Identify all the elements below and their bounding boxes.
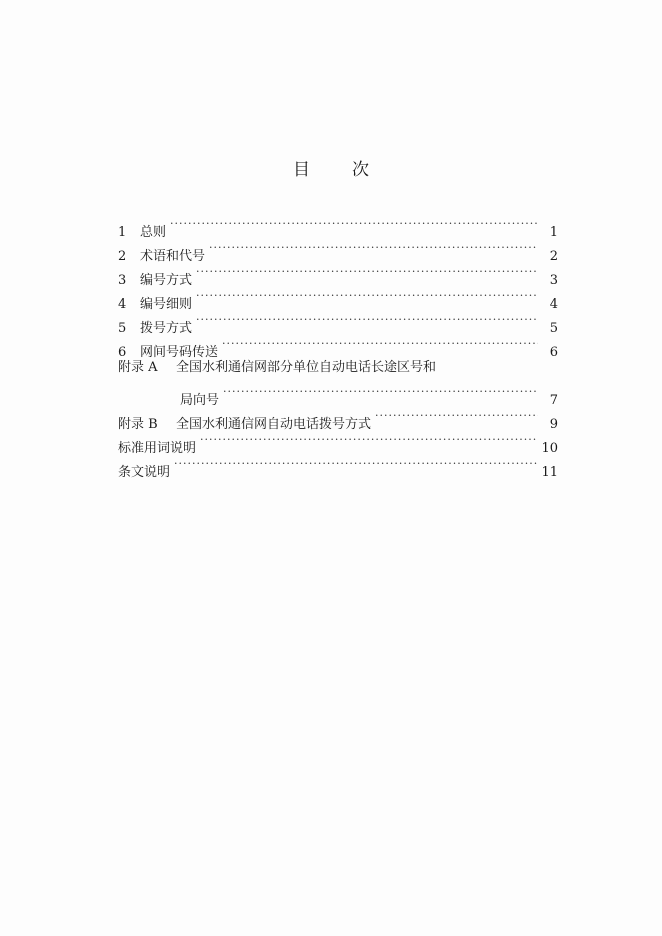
table-of-contents bbox=[118, 212, 558, 480]
appendix-prefix: 附录 B bbox=[118, 417, 158, 432]
toc-entry-page: 1 bbox=[549, 225, 558, 240]
toc-entry-page: 6 bbox=[549, 345, 558, 360]
toc-entry-label: 标准用词说明 bbox=[118, 441, 197, 456]
title-char-2: 次 bbox=[352, 160, 369, 180]
toc-entry-3[interactable] bbox=[118, 260, 558, 288]
toc-entry-label: 编号细则 bbox=[140, 297, 193, 312]
toc-entry-number: 1 bbox=[118, 225, 127, 240]
toc-explanation[interactable] bbox=[118, 452, 558, 480]
toc-entry-6[interactable] bbox=[118, 332, 558, 360]
dot-leader bbox=[196, 308, 538, 332]
toc-appendix-b[interactable] bbox=[118, 404, 558, 432]
toc-entry-1[interactable] bbox=[118, 212, 558, 240]
dot-leader bbox=[375, 404, 538, 428]
appendix-prefix: 附录 A bbox=[118, 360, 158, 375]
toc-entry-page: 11 bbox=[541, 465, 558, 480]
page-title bbox=[0, 155, 662, 180]
toc-entry-page: 2 bbox=[549, 249, 558, 264]
toc-entry-label: 条文说明 bbox=[118, 465, 171, 480]
toc-entry-label: 总则 bbox=[140, 225, 167, 240]
toc-entry-label: 术语和代号 bbox=[140, 249, 206, 264]
toc-entry-number: 4 bbox=[118, 297, 127, 312]
dot-leader bbox=[200, 428, 537, 452]
toc-entry-number: 5 bbox=[118, 321, 127, 336]
toc-appendix-a-line2[interactable] bbox=[118, 380, 558, 408]
toc-entry-page: 5 bbox=[549, 321, 558, 336]
toc-entry-label: 全国水利通信网自动电话拨号方式 bbox=[176, 417, 372, 432]
dot-leader bbox=[223, 380, 538, 404]
toc-entry-page: 4 bbox=[549, 297, 558, 312]
title-char-1: 目 bbox=[293, 160, 310, 180]
toc-entry-number: 2 bbox=[118, 249, 127, 264]
toc-entry-label: 网间号码传送 bbox=[140, 345, 219, 360]
toc-entry-label: 拨号方式 bbox=[140, 321, 193, 336]
dot-leader bbox=[170, 212, 538, 236]
toc-entry-page: 9 bbox=[549, 417, 558, 432]
toc-entry-page: 3 bbox=[549, 273, 558, 288]
toc-entry-number: 3 bbox=[118, 273, 127, 288]
dot-leader bbox=[222, 332, 538, 356]
toc-appendix-a-line1[interactable] bbox=[118, 356, 558, 380]
toc-entry-2[interactable] bbox=[118, 236, 558, 264]
dot-leader bbox=[196, 284, 538, 308]
toc-entry-5[interactable] bbox=[118, 308, 558, 336]
toc-entry-4[interactable] bbox=[118, 284, 558, 312]
dot-leader bbox=[174, 452, 537, 476]
toc-entry-label: 编号方式 bbox=[140, 273, 193, 288]
toc-entry-label-continued: 局向号 bbox=[180, 393, 220, 408]
dot-leader bbox=[196, 260, 538, 284]
toc-entry-page: 7 bbox=[549, 393, 558, 408]
toc-entry-number: 6 bbox=[118, 345, 127, 360]
toc-entry-label: 全国水利通信网部分单位自动电话长途区号和 bbox=[176, 360, 437, 375]
toc-terms[interactable] bbox=[118, 428, 558, 456]
toc-entry-page: 10 bbox=[541, 441, 558, 456]
dot-leader bbox=[209, 236, 538, 260]
